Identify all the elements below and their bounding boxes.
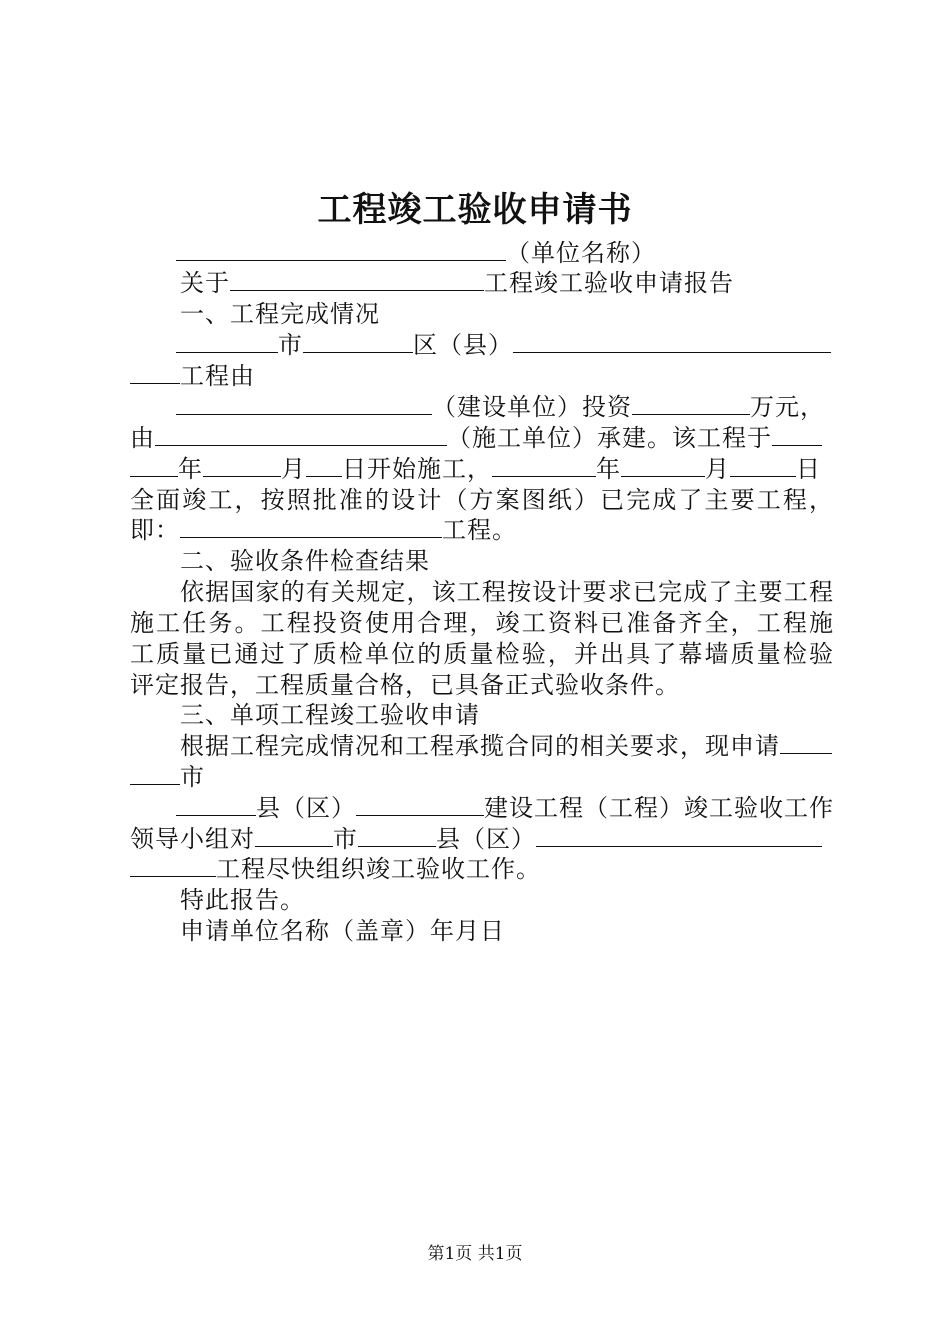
document-title: 工程竣工验收申请书 [317,190,633,230]
leader-group-line: 领导小组对 市 县（区） [130,824,822,854]
organize-line: 工程尽快组织竣工验收工作。 [130,854,541,884]
paragraph-line: 施工任务。工程投资使用合理，竣工资料已准备齐全，工程施 [130,609,834,637]
section-heading-1: 一、工程完成情况 [180,300,380,328]
city-line: 市 [130,762,205,792]
section-heading-2: 二、验收条件检查结果 [180,547,430,575]
investment-line: （建设单位）投资 万元， [176,392,825,422]
works-line: 即： 工程。 [130,516,517,544]
closing-text: 特此报告。 [180,886,305,914]
project-by-line: 工程由 [130,361,255,391]
location-line: 市 区（县） [176,330,831,360]
report-subject-line: 关于 工程竣工验收申请报告 [180,269,734,297]
contractor-line: 由 （施工单位）承建。该工程于 [130,423,822,453]
page-footer: 第1页 共1页 [427,1244,523,1264]
signature-line: 申请单位名称（盖章）年月日 [180,917,505,945]
application-line: 根据工程完成情况和工程承揽合同的相关要求，现申请 [180,731,832,761]
section-heading-3: 三、单项工程竣工验收申请 [180,701,480,729]
completion-text: 全面竣工，按照批准的设计（方案图纸）已完成了主要工程， [130,486,834,514]
project-name-blank [230,268,484,291]
paragraph-line: 工质量已通过了质检单位的质量检验，并出具了幕墙质量检验 [130,640,834,668]
paragraph-line: 评定报告，工程质量合格，已具备正式验收条件。 [130,671,680,699]
dates-line: 年 月 日开始施工， 年 月 日 [130,454,821,484]
county-line: 县（区） 建设工程（工程）竣工验收工作 [176,793,834,823]
unit-name-blank [176,238,506,261]
paragraph-line: 依据国家的有关规定，该工程按设计要求已完成了主要工程 [180,578,834,606]
unit-name-line: （单位名称） [176,238,656,268]
